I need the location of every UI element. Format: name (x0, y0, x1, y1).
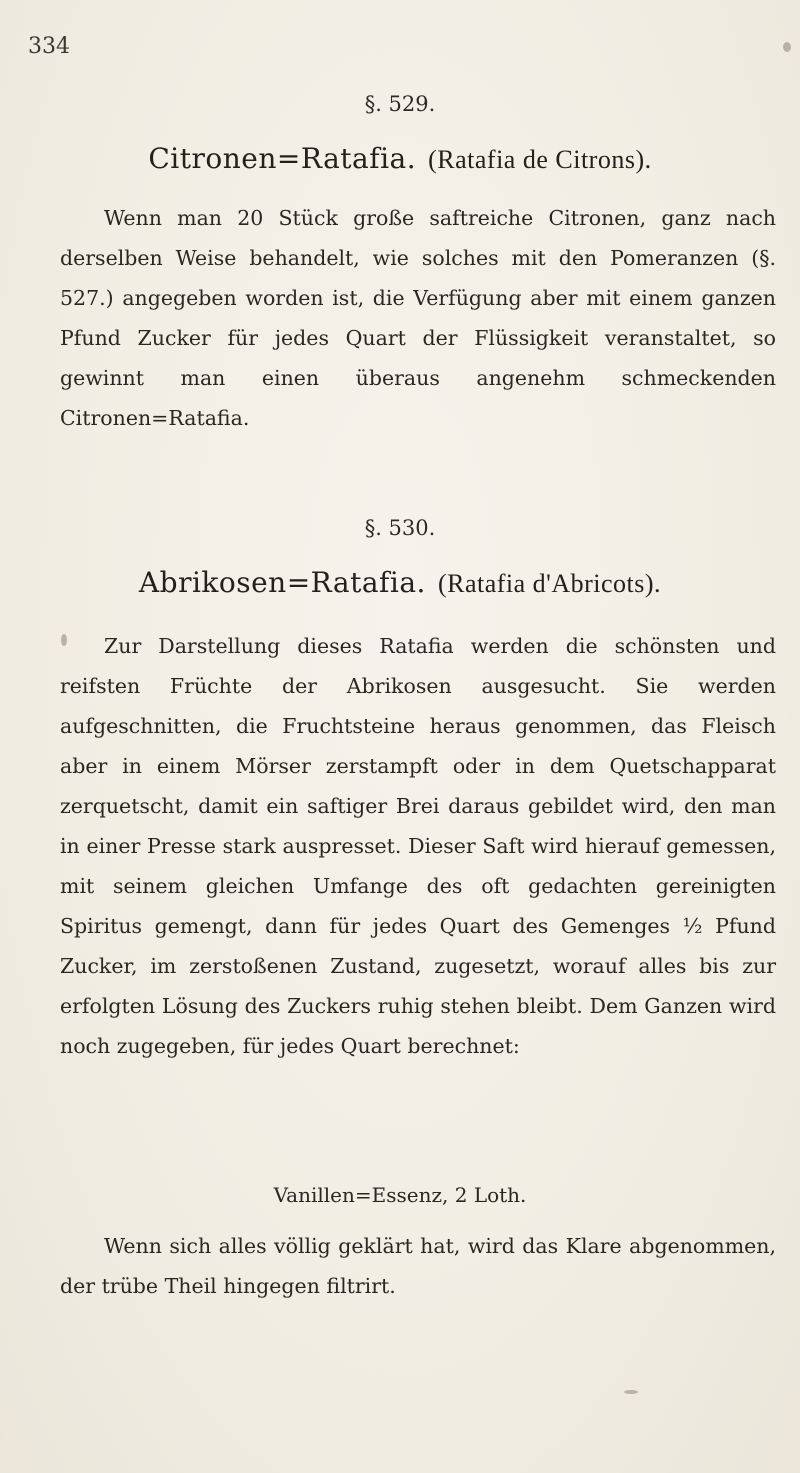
paper-speck (783, 42, 791, 52)
section-529-number: §. 529. (364, 92, 436, 116)
paper-speck (61, 634, 67, 646)
section-530-heading (0, 566, 800, 599)
ingredient-line: Vanillen=Essenz, 2 Loth. (273, 1183, 527, 1207)
section-530-latin-title: (Ratafia d'Abricots). (437, 569, 662, 598)
section-529-body: Wenn man 20 Stück große saftreiche Citronen, ganz nach derselben Weise behandelt, wie solches mit den Pomeranzen (§. 527.) angegeben worden ist, die Verfügung aber mit einem ganzen Pfund Zucker für jedes Quart der Flüssigkeit veranstaltet, so gewinnt man einen überaus angenehm schmeckenden Citronen=Ratafia. (60, 206, 776, 430)
section-530-number: §. 530. (364, 516, 436, 540)
page-number: 334 (28, 34, 70, 59)
section-529-heading (0, 142, 800, 175)
section-529-latin-title: (Ratafia de Citrons). (428, 145, 652, 174)
section-530-title: Abrikosen=Ratafia. (138, 566, 426, 599)
section-530-body: Zur Darstellung dieses Ratafia werden die schönsten und reifsten Früchte der Abrikosen ausgesucht. Sie werden aufgeschnitten, die Fruchtsteine heraus genommen, das Fleisch aber in einem Mörser zerstampft oder in dem Quetschapparat zerquetscht, damit ein saftiger Brei daraus gebildet wird, den man in einer Presse stark auspresset. Dieser Saft wird hierauf gemessen, mit seinem gleichen Umfange des oft gedachten gereinigten Spiritus gemengt, dann für jedes Quart des Gemenges ½ Pfund Zucker, im zerstoßenen Zustand, zugesetzt, worauf alles bis zur erfolgten Lösung des Zuckers ruhig stehen bleibt. Dem Ganzen wird noch zugegeben, für jedes Quart berechnet: (60, 634, 776, 1058)
section-530-closing: Wenn sich alles völlig geklärt hat, wird das Klare abgenommen, der trübe Theil hingegen filtrirt. (60, 1234, 776, 1298)
paper-speck (624, 1390, 638, 1394)
section-529-title: Citronen=Ratafia. (148, 142, 417, 175)
